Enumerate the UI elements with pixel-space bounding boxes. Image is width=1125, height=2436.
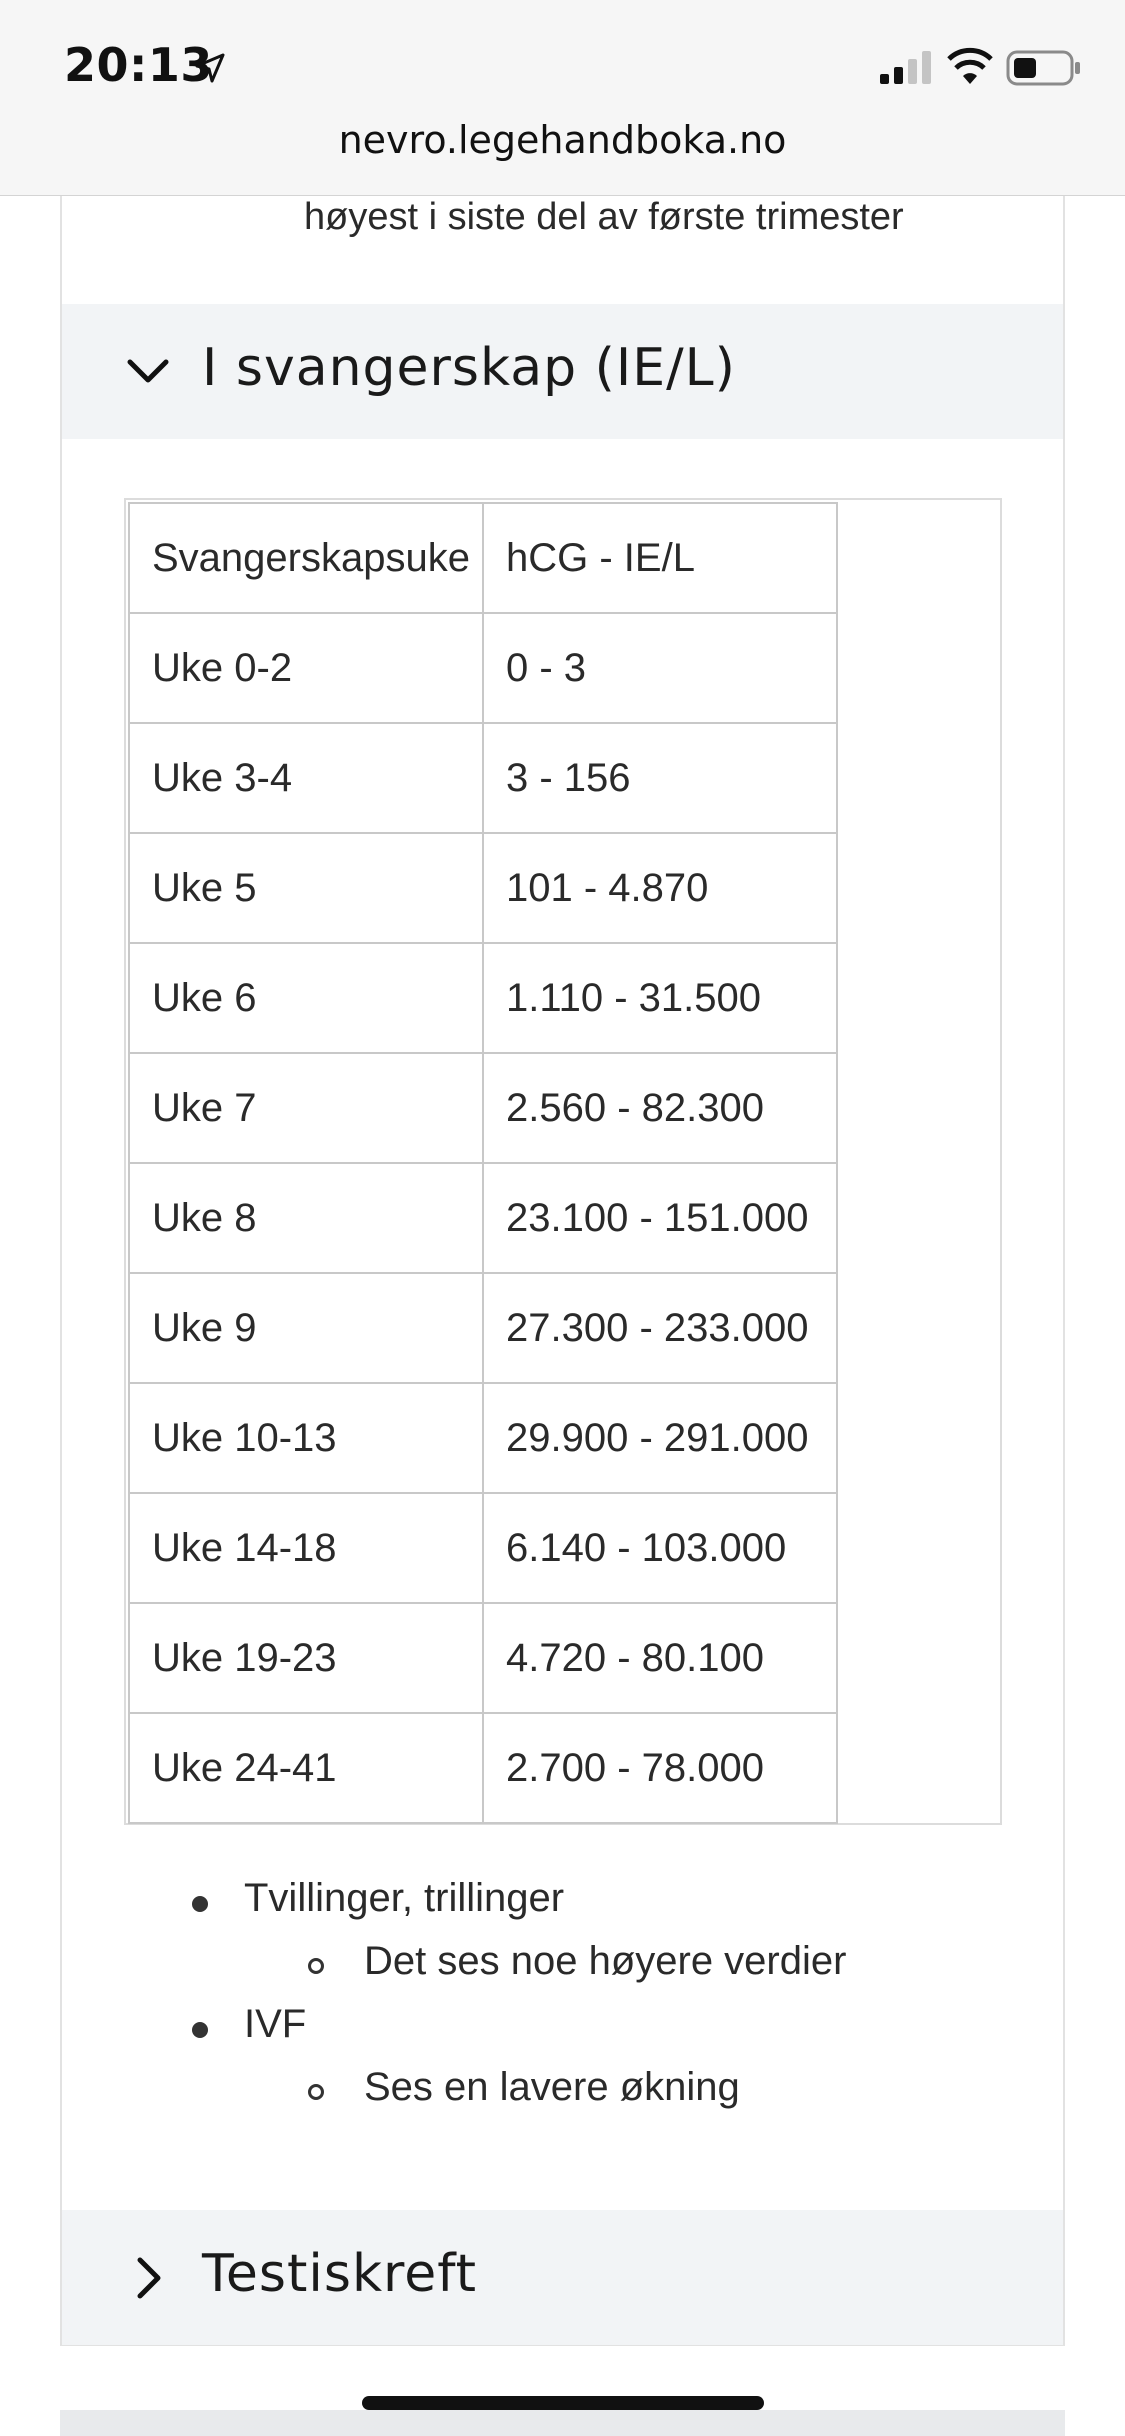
- table-cell: Uke 19-23: [129, 1603, 483, 1713]
- table-cell: Uke 6: [129, 943, 483, 1053]
- table-cell: Uke 0-2: [129, 613, 483, 723]
- chevron-down-icon: [126, 350, 170, 394]
- table-cell: Uke 3-4: [129, 723, 483, 833]
- sub-bullet-item: Ses en lavere økning: [364, 2065, 740, 2109]
- table-row: [129, 1163, 837, 1273]
- bullet-item: Tvillinger, trillinger: [244, 1876, 565, 1920]
- home-indicator[interactable]: [362, 2396, 764, 2410]
- table-cell: 0 - 3: [483, 613, 837, 723]
- table-cell: Uke 7: [129, 1053, 483, 1163]
- browser-top-bar: [0, 0, 1125, 196]
- wifi-icon: [946, 46, 994, 86]
- table-cell: Uke 8: [129, 1163, 483, 1273]
- sub-bullet-ring: [308, 2084, 324, 2100]
- bullet-item: IVF: [244, 2002, 307, 2046]
- table-cell: Uke 14-18: [129, 1493, 483, 1603]
- address-bar-url[interactable]: nevro.legehandboka.no: [338, 118, 787, 162]
- bullet-dot: [192, 1896, 208, 1912]
- table-cell: Uke 5: [129, 833, 483, 943]
- table-row: [129, 1053, 837, 1163]
- table-row: [129, 723, 837, 833]
- table-row: [129, 1713, 837, 1823]
- table-row: [129, 833, 837, 943]
- table-cell: 101 - 4.870: [483, 833, 837, 943]
- hcg-table: [128, 502, 838, 1824]
- bullet-dot: [192, 2022, 208, 2038]
- accordion-header-testicular-cancer[interactable]: [62, 2210, 1063, 2345]
- hcg-table-container: [124, 498, 1002, 1825]
- table-row: [129, 1603, 837, 1713]
- table-cell: 2.700 - 78.000: [483, 1713, 837, 1823]
- location-arrow-icon: [194, 52, 226, 84]
- table-cell: Uke 9: [129, 1273, 483, 1383]
- table-cell: Uke 10-13: [129, 1383, 483, 1493]
- table-cell: 27.300 - 233.000: [483, 1273, 837, 1383]
- table-header-cell: hCG - IE/L: [483, 503, 837, 613]
- table-row: [129, 1493, 837, 1603]
- table-cell: 6.140 - 103.000: [483, 1493, 837, 1603]
- table-header-cell: Svangerskapsuke: [129, 503, 483, 613]
- table-row: [129, 613, 837, 723]
- table-cell: 3 - 156: [483, 723, 837, 833]
- table-cell: 2.560 - 82.300: [483, 1053, 837, 1163]
- accordion-title: Testiskreft: [202, 2244, 478, 2304]
- chevron-right-icon: [126, 2256, 170, 2300]
- sub-bullet-item: Det ses noe høyere verdier: [364, 1939, 847, 1983]
- status-time: 20:13: [64, 38, 213, 92]
- table-row: [129, 1383, 837, 1493]
- table-header-row: [129, 503, 837, 613]
- next-panel-edge: [60, 2410, 1065, 2436]
- table-cell: 29.900 - 291.000: [483, 1383, 837, 1493]
- battery-icon: [1006, 48, 1082, 88]
- sub-bullet-ring: [308, 1958, 324, 1974]
- table-cell: 1.110 - 31.500: [483, 943, 837, 1053]
- cellular-signal-icon: [878, 50, 934, 86]
- table-cell: Uke 24-41: [129, 1713, 483, 1823]
- accordion-header-pregnancy[interactable]: [62, 304, 1063, 439]
- content-panel: [60, 196, 1065, 2346]
- table-cell: 23.100 - 151.000: [483, 1163, 837, 1273]
- table-row: [129, 943, 837, 1053]
- table-row: [129, 1273, 837, 1383]
- table-cell: 4.720 - 80.100: [483, 1603, 837, 1713]
- previous-text: høyest i siste del av første trimester: [304, 196, 904, 238]
- accordion-title: I svangerskap (IE/L): [202, 338, 736, 398]
